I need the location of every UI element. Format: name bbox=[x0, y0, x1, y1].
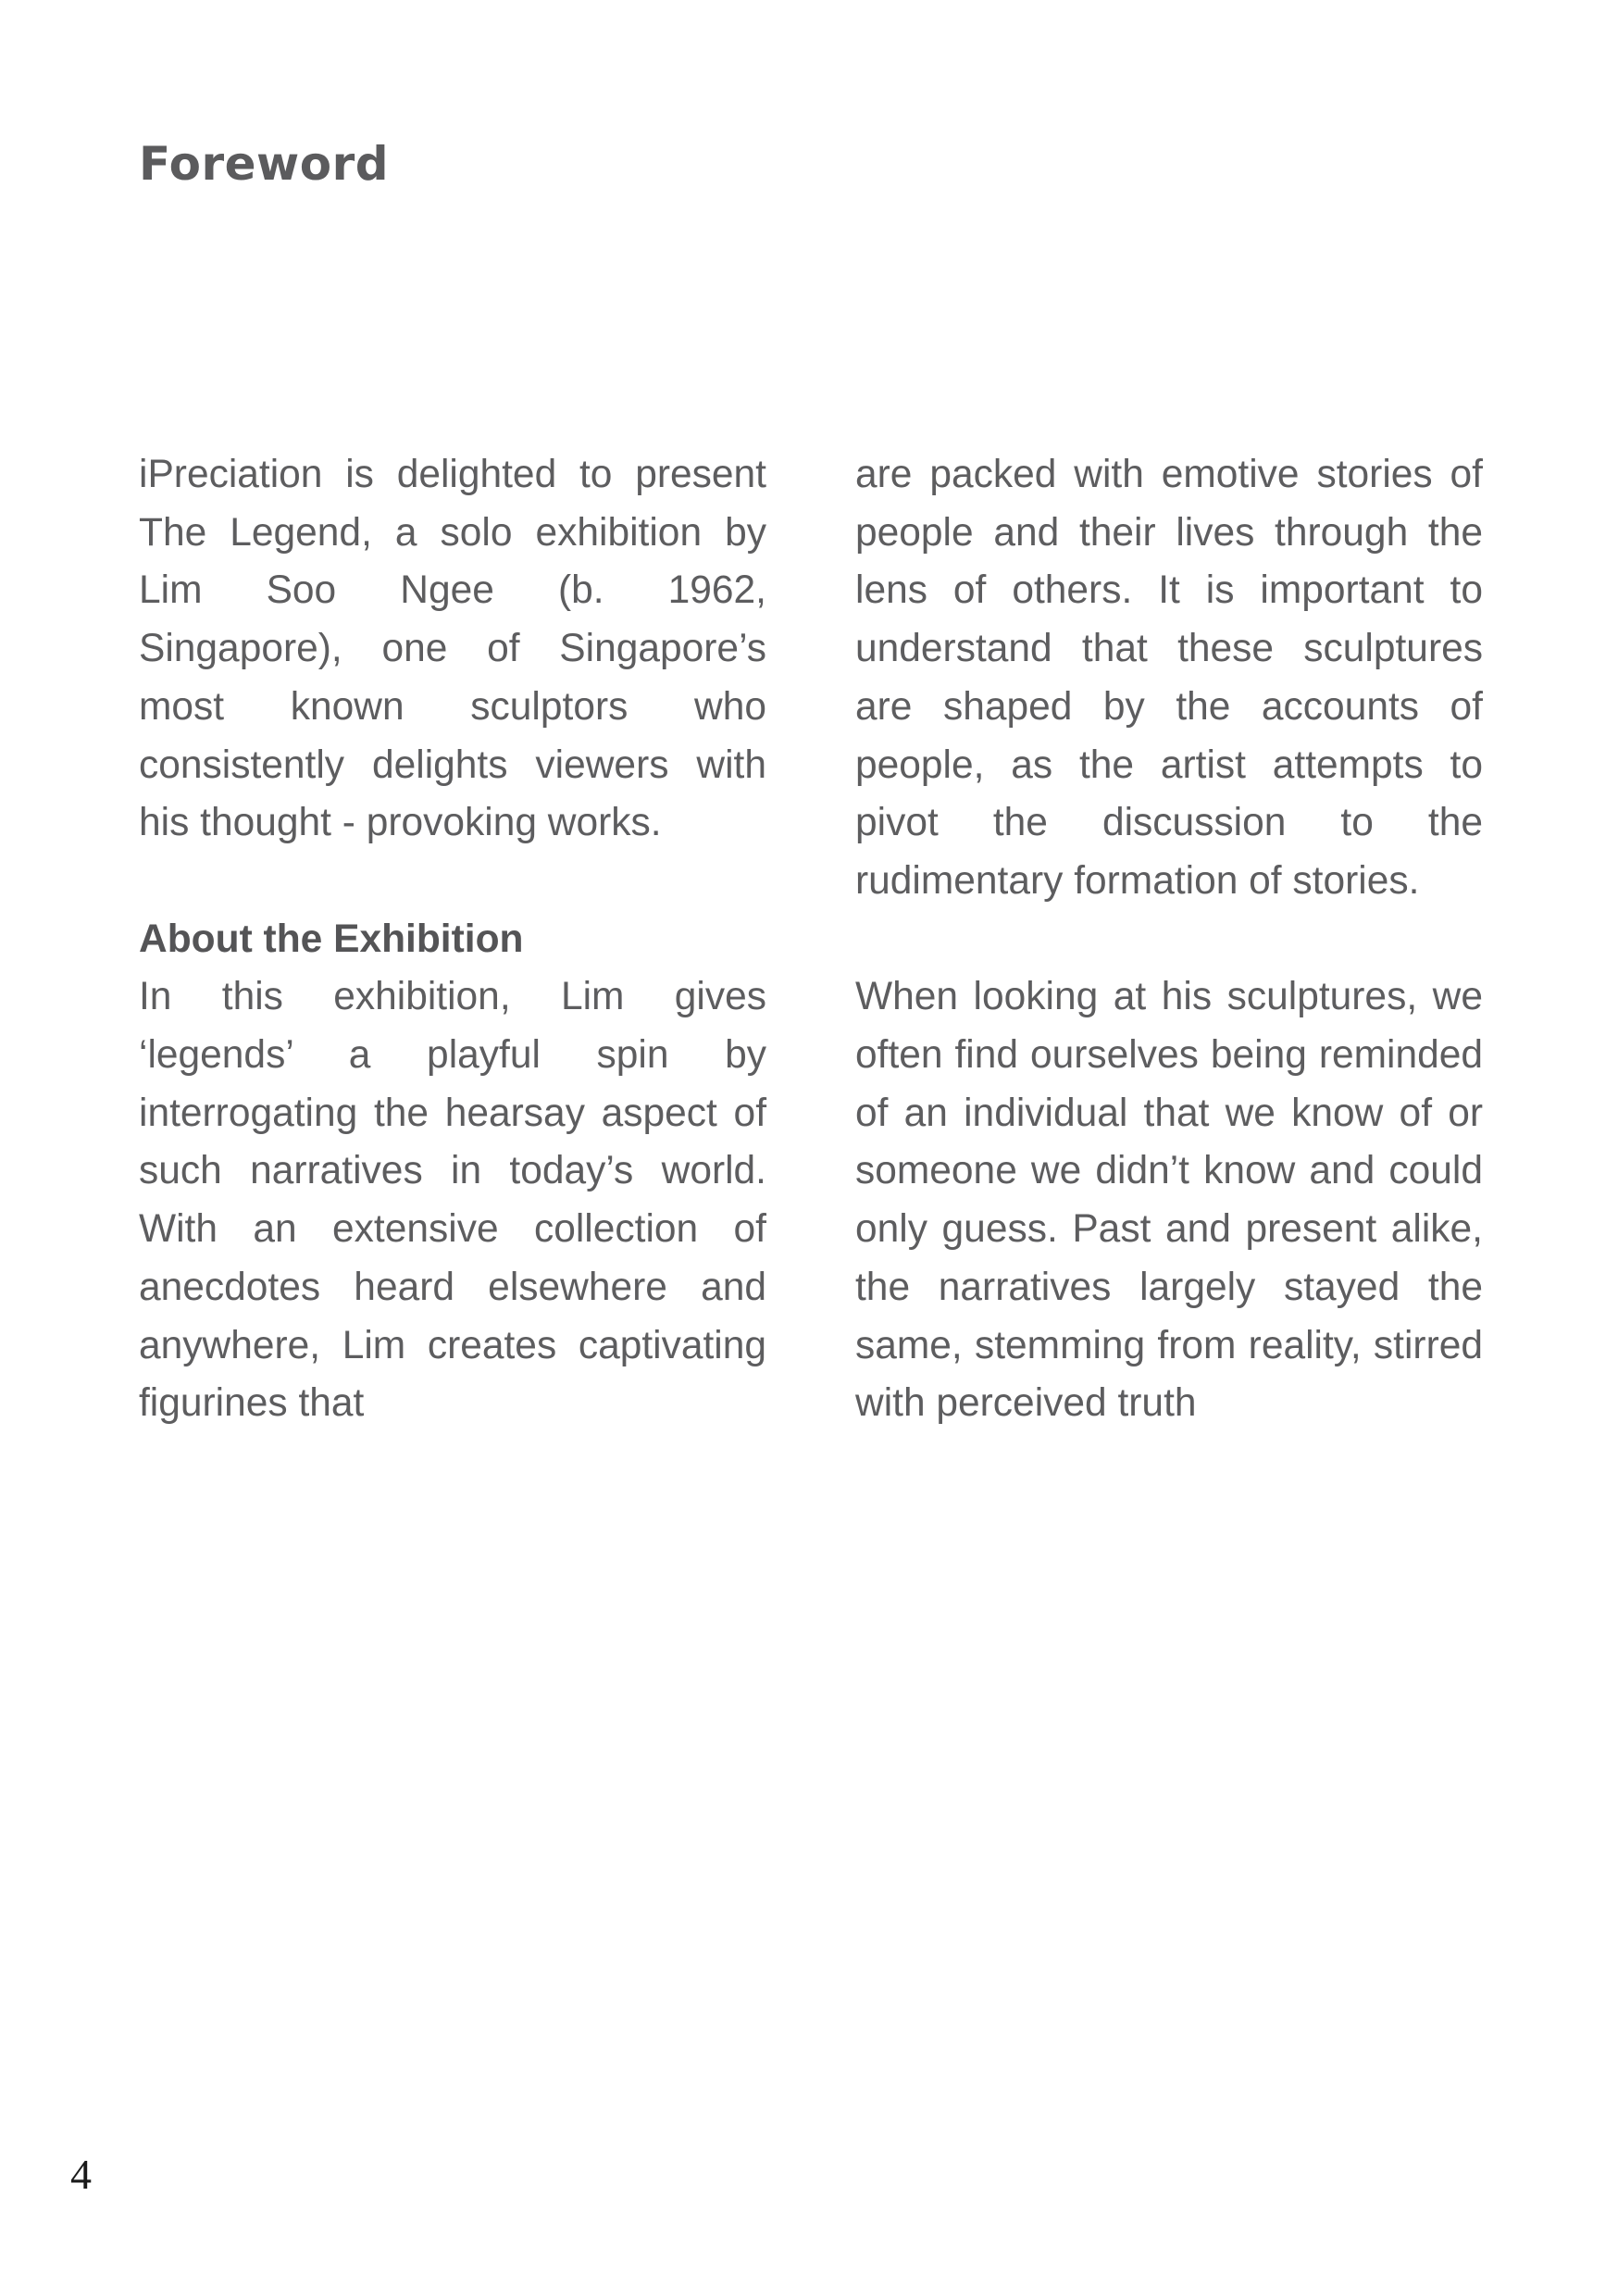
page-title: Foreword bbox=[139, 137, 390, 191]
continued-paragraph: are packed with emotive stories of people and their lives through the lens of others. It is important to understand that these sculptures are shaped by the accounts of people, as the artist attempts to pivot the discussion to the rudimentary formation of stories. bbox=[855, 453, 1483, 903]
intro-paragraph: iPreciation is delighted to present The Legend, a solo exhibition by Lim Soo Ngee (b. 1962, Singapore), one of Singapore’s most known sculptors who consistently delights viewers with his thought - provoking works. bbox=[139, 453, 766, 845]
right-column bbox=[855, 446, 1483, 1433]
section-heading: About the Exhibition bbox=[139, 917, 524, 961]
page-number: 4 bbox=[70, 2151, 92, 2198]
about-exhibition-section bbox=[139, 911, 766, 1433]
sculptures-paragraph: When looking at his sculptures, we often find ourselves being reminded of an individual that we know of or someone we didn’t know and could only guess. Past and present alike, the narratives largely stayed the same, stemming from reality, stirred with perceived truth bbox=[855, 975, 1483, 1426]
section-body-paragraph: In this exhibition, Lim gives ‘legends’ a playful spin by interrogating the hearsay aspect of such narratives in today’s world. With an extensive collection of anecdotes heard elsewhere and anywhere, Lim creates captivating figurines that bbox=[139, 975, 766, 1426]
left-column bbox=[139, 446, 766, 1433]
